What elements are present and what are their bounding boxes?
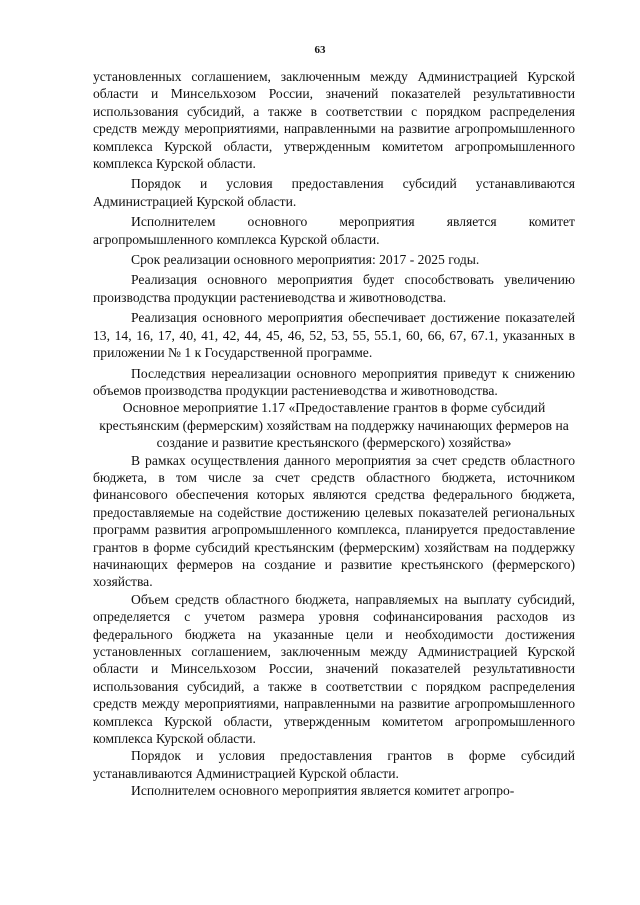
paragraph-indicators: Реализация основного мероприятия обеспечивает достижение показателей 13, 14, 16, 17, 40, 41, 42, 44, 45, 46, 52, 53, 55, 55.1, 60, 66, 67, 67.1, указанных в приложении № 1 к Государственной программе. — [93, 310, 575, 361]
paragraph-effect: Реализация основного мероприятия будет способствовать увеличению производства продукции растениеводства и животноводства. — [93, 272, 575, 305]
paragraph-grant-procedure: Порядок и условия предоставления грантов в форме субсидий устанавливаются Администрацией Курской области. — [93, 748, 575, 781]
paragraph-scope: В рамках осуществления данного мероприятия за счет средств областного бюджета, в том числе за счет средств областного бюджета, источником финансового обеспечения которых являются средства федерального бюджета, предоставляемые на содействие достижению целевых показателей региональных программ развития агропромышленного комплекса, планируется предоставление грантов в форме субсидий крестьянским (фермерским) хозяйствам на поддержку начинающих фермеров на создание и развитие крестьянского (фермерского) хозяйства. — [93, 452, 575, 590]
page-number: 63 — [314, 44, 326, 56]
paragraph-term: Срок реализации основного мероприятия: 2017 - 2025 годы. — [131, 252, 480, 268]
paragraph-continuation: установленных соглашением, заключенным между Администрацией Курской области и Минсельхозом России, значений показателей результативности использования субсидий, а также в соответствии с порядком распределения средств между мероприятиями, направленными на развитие агропромышленного комплекса Курской области, утвержденным комитетом агропромышленного комплекса Курской области. — [93, 69, 575, 172]
paragraph-executor-bottom: Исполнителем основного мероприятия является комитет агропро- — [131, 783, 515, 799]
paragraph-consequences: Последствия нереализации основного мероприятия приведут к снижению объемов производства продукции растениеводства и животноводства. — [93, 365, 575, 398]
paragraph-executor: Исполнителем основного мероприятия является комитет агропромышленного комплекса Курской области. — [93, 214, 575, 247]
paragraph-procedure: Порядок и условия предоставления субсидий устанавливаются Администрацией Курской области. — [93, 176, 575, 209]
page-content — [93, 68, 575, 800]
section-heading: Основное мероприятие 1.17 «Предоставление грантов в форме субсидий крестьянским (фермерским) хозяйствам на поддержку начинающих фермеров на создание и развитие крестьянского (фермерского) хозяйства» — [99, 400, 569, 451]
paragraph-funding: Объем средств областного бюджета, направляемых на выплату субсидий, определяется с учетом размера уровня софинансирования расходов из федерального бюджета на указанные цели и необходимости достижения установленных соглашением, заключенным между Администрацией Курской области и Минсельхозом России, значений показателей результативности использования субсидий, а также в соответствии с порядком распределения средств между мероприятиями, направленными на развитие агропромышленного комплекса Курской области, утвержденным комитетом агропромышленного комплекса Курской области. — [93, 591, 575, 747]
